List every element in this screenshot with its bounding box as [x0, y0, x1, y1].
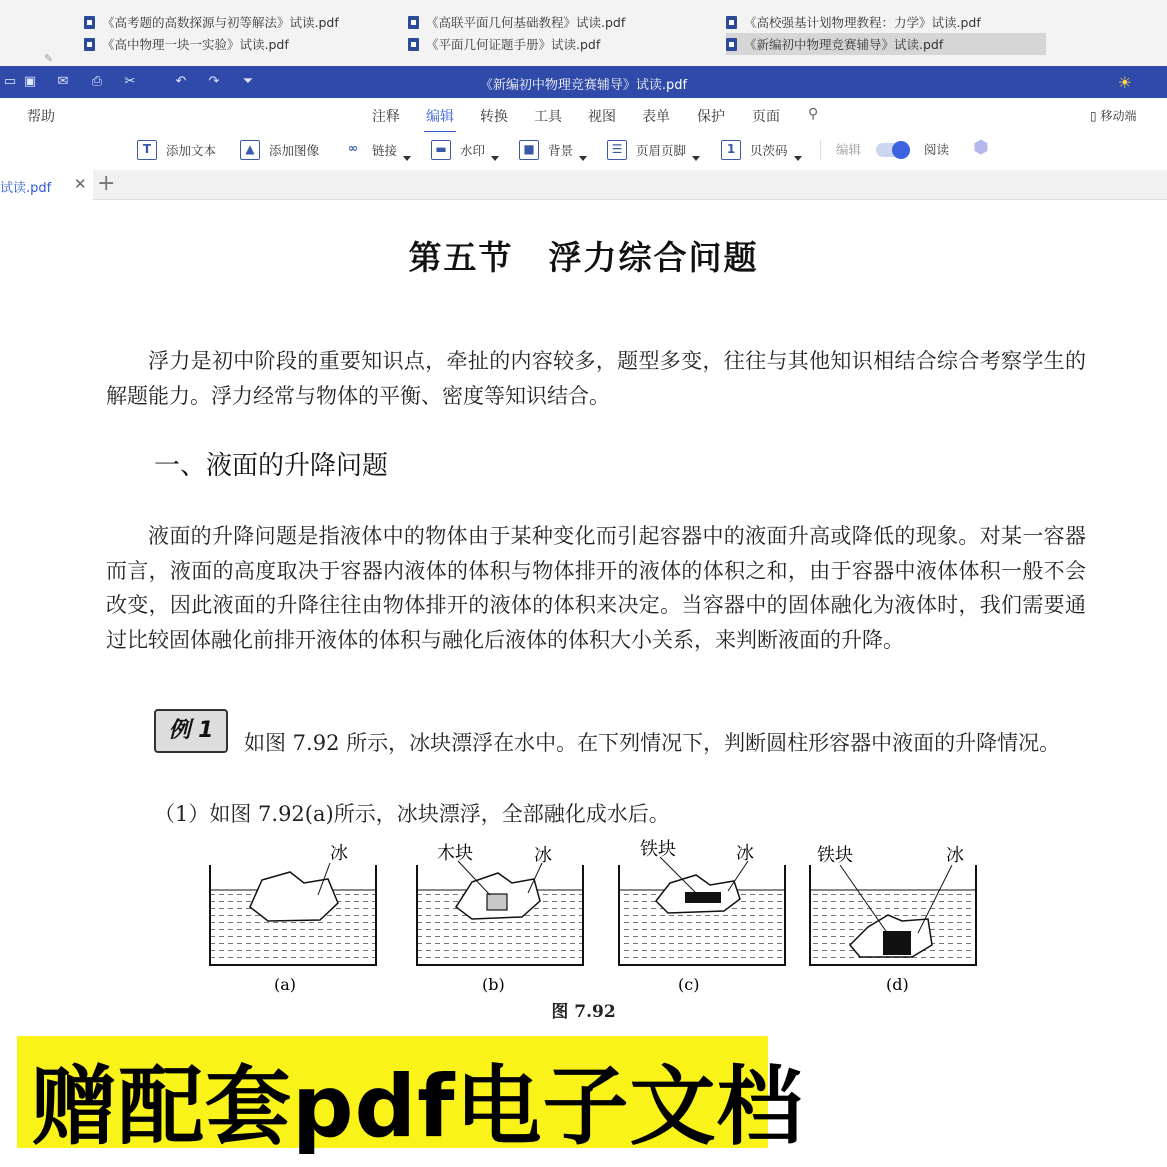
background-icon: ■: [519, 140, 539, 160]
promo-banner: [17, 1036, 804, 1157]
bates-label: 贝茨码: [750, 143, 788, 158]
edit-read-toggle[interactable]: [876, 143, 910, 157]
page-title: 第五节 浮力综合问题: [408, 238, 759, 277]
chevron-down-icon: [692, 156, 700, 161]
save-icon[interactable]: ▣: [23, 74, 37, 89]
document-tab[interactable]: [0, 170, 93, 200]
add-text-label: 添加文本: [166, 143, 217, 158]
recent-file-label: 《高校强基计划物理教程：力学》试读.pdf: [744, 15, 981, 30]
header-footer-label: 页眉页脚: [636, 143, 687, 158]
settings-hexagon-icon[interactable]: ⬢: [973, 137, 989, 158]
menu-view[interactable]: 视图: [588, 109, 616, 125]
mobile-label: 移动端: [1100, 109, 1137, 123]
menu-convert[interactable]: 转换: [480, 109, 508, 125]
window-title: 《新编初中物理竞赛辅导》试读.pdf: [479, 78, 688, 93]
edit-toolbar: [0, 132, 1167, 170]
intro-paragraph: 浮力是初中阶段的重要知识点，牵扯的内容较多，题型多变，往往与其他知识相结合综合考察学生的解题能力。浮力经常与物体的平衡、密度等知识结合。: [106, 349, 1086, 408]
header-footer-icon: ☰: [607, 140, 627, 160]
label-ice: 冰: [534, 845, 552, 866]
figure-caption: 图 7.92: [551, 1002, 616, 1022]
menu-bar: [0, 98, 1167, 132]
bates-number-icon: 1: [721, 140, 741, 160]
search-icon[interactable]: ⚲: [808, 106, 819, 122]
document-tab-label: 试读.pdf: [0, 181, 52, 196]
link-label: 链接: [372, 143, 398, 158]
document-page: [0, 200, 1167, 1167]
bates-button[interactable]: [721, 140, 802, 160]
recent-file-label: 《新编初中物理竞赛辅导》试读.pdf: [744, 37, 944, 52]
question-item: （1）如图 7.92(a)所示，冰块漂浮，全部融化成水后。: [154, 802, 670, 826]
label-wood: 木块: [437, 843, 473, 864]
add-image-label: 添加图像: [269, 143, 320, 158]
recent-files-panel: [0, 0, 1167, 66]
toolbar-divider: [820, 140, 821, 160]
menu-tools[interactable]: 工具: [534, 109, 562, 125]
section-heading: 一、液面的升降问题: [154, 451, 389, 481]
link-button[interactable]: [343, 140, 411, 160]
example-paragraph: 如图 7.92 所示，冰块漂浮在水中。在下列情况下，判断圆柱形容器中液面的升降情况。: [244, 731, 1061, 755]
label-iron: 铁块: [817, 845, 853, 866]
recent-file-item[interactable]: [84, 33, 339, 55]
read-mode-label: 阅读: [924, 142, 950, 157]
figure-7-92: [200, 835, 990, 1005]
subcaption-a: (a): [274, 975, 297, 994]
watermark-icon: ▬: [431, 140, 451, 160]
ice-block: [250, 872, 338, 921]
pdf-file-icon: [408, 38, 419, 51]
chevron-down-icon: [579, 156, 587, 161]
wood-block: [487, 894, 507, 910]
phone-icon: ▯: [1090, 109, 1097, 123]
chevron-down-icon: [794, 156, 802, 161]
menu-page[interactable]: 页面: [752, 109, 780, 125]
menu-protect[interactable]: 保护: [697, 109, 725, 125]
undo-icon[interactable]: ↶: [175, 74, 187, 89]
recent-column-1: [84, 11, 339, 55]
pdf-file-icon: [408, 16, 419, 29]
pdf-file-icon: [726, 16, 737, 29]
body-paragraph: 液面的升降问题是指液体中的物体由于某种变化而引起容器中的液面升高或降低的现象。对某一容器而言，液面的高度取决于容器内液体的体积与物体排开的液体的体积之和，由于容器中液体体积一般不会改变，因此液面的升降往往由物体排开的液体的体积来决定。当容器中的固体融化为液体时，我们需要通过比较固体融化前排开液体的体积与融化后液体的体积大小关系，来判断液面的升降。: [106, 524, 1086, 652]
menu-edit[interactable]: 编辑: [426, 106, 454, 126]
iron-block: [883, 931, 911, 955]
recent-file-item[interactable]: [408, 33, 625, 55]
label-iron: 铁块: [640, 839, 676, 860]
scissors-icon[interactable]: ✂: [124, 74, 136, 89]
tab-strip: [0, 170, 1167, 200]
pdf-file-icon: [726, 38, 737, 51]
link-icon: ∞: [348, 141, 358, 155]
file-icon[interactable]: ▭: [3, 74, 17, 89]
watermark-button[interactable]: [431, 140, 499, 160]
image-icon: ▲: [240, 140, 260, 160]
recent-file-label: 《高考题的高数探源与初等解法》试读.pdf: [102, 15, 339, 30]
menu-annotate[interactable]: 注释: [372, 109, 400, 125]
background-button[interactable]: [519, 140, 587, 160]
customize-dropdown-icon[interactable]: ⏷: [242, 74, 254, 89]
subcaption-b: (b): [482, 975, 505, 994]
theme-sun-icon[interactable]: ☀: [1117, 73, 1132, 92]
background-label: 背景: [548, 143, 574, 158]
title-bar: [0, 66, 1167, 98]
recent-file-item[interactable]: [408, 11, 625, 33]
watermark-label: 水印: [460, 143, 486, 158]
example-badge: 例 1: [154, 709, 228, 753]
recent-column-3: [726, 11, 1046, 55]
print-icon[interactable]: ⎙: [91, 74, 103, 89]
add-text-button[interactable]: [137, 140, 216, 160]
label-ice: 冰: [946, 845, 964, 866]
pdf-file-icon: [84, 38, 95, 51]
add-tab-icon[interactable]: +: [97, 171, 116, 196]
menu-forms[interactable]: 表单: [642, 109, 670, 125]
container-d: [810, 845, 976, 994]
pdf-file-icon: [84, 16, 95, 29]
mail-icon[interactable]: ✉: [57, 74, 69, 89]
pin-icon[interactable]: ✎: [44, 52, 54, 65]
label-ice: 冰: [330, 843, 348, 864]
recent-file-label: 《高中物理一块一实验》试读.pdf: [102, 37, 289, 52]
recent-file-item[interactable]: [726, 11, 1046, 33]
subcaption-c: (c): [678, 975, 700, 994]
edit-mode-label: 编辑: [836, 142, 862, 157]
recent-file-label: 《高联平面几何基础教程》试读.pdf: [426, 15, 626, 30]
container-a: [210, 843, 376, 994]
chevron-down-icon: [403, 156, 411, 161]
text-box-icon: T: [137, 140, 157, 160]
promo-text: 赠配套pdf电子文档: [31, 1057, 804, 1157]
header-footer-button[interactable]: [607, 140, 700, 160]
iron-block: [685, 892, 721, 903]
mobile-button[interactable]: [1090, 107, 1136, 124]
label-ice: 冰: [736, 843, 754, 864]
recent-file-item[interactable]: [84, 11, 339, 33]
container-c: [619, 839, 785, 994]
recent-file-label: 《平面几何证题手册》试读.pdf: [426, 37, 601, 52]
subcaption-d: (d): [886, 975, 909, 994]
chevron-down-icon: [491, 156, 499, 161]
container-b: [417, 843, 583, 994]
menu-help[interactable]: 帮助: [27, 109, 55, 125]
add-image-button[interactable]: [240, 140, 319, 160]
recent-column-2: [408, 11, 625, 55]
recent-file-item-selected[interactable]: [726, 33, 1046, 55]
redo-icon[interactable]: ↷: [208, 74, 220, 89]
close-icon[interactable]: ✕: [74, 175, 87, 193]
